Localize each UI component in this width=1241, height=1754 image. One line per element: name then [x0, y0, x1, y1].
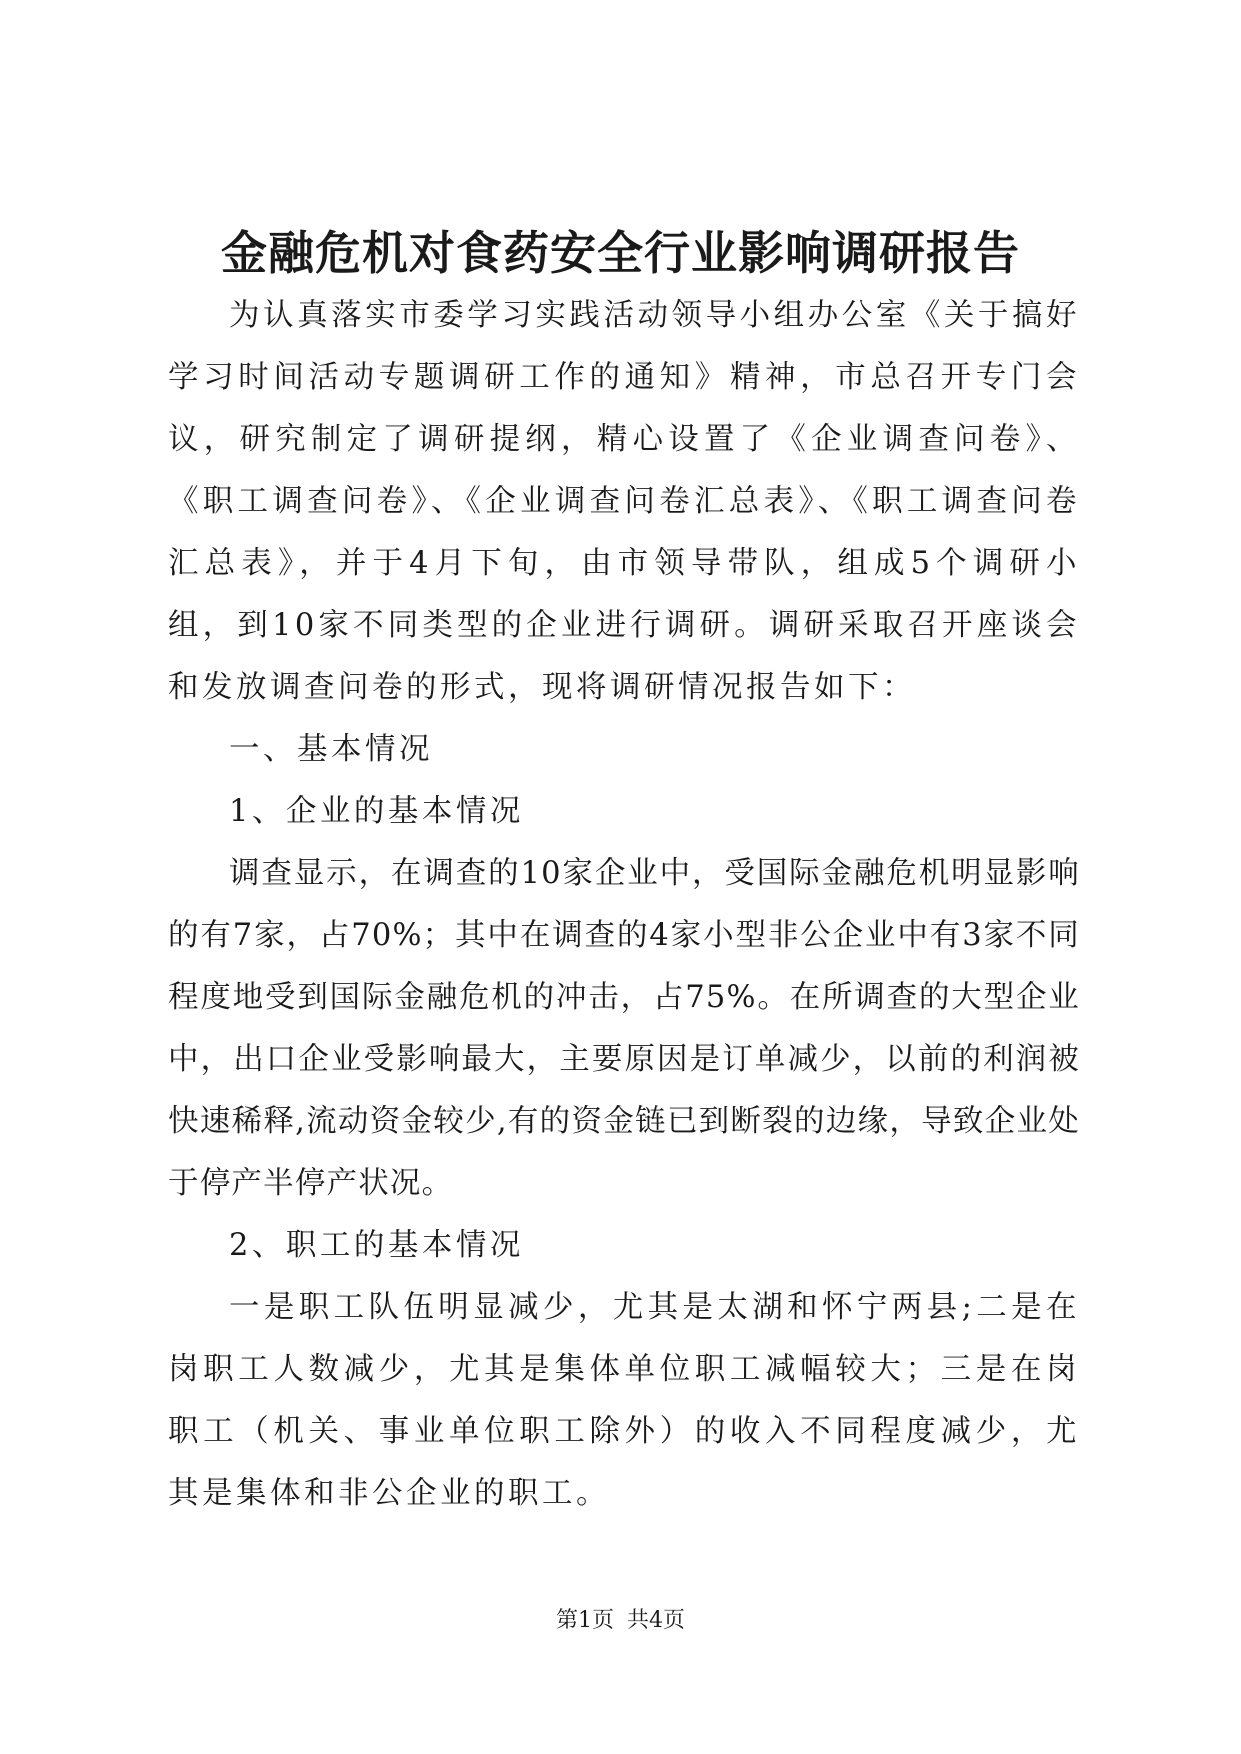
subsection-heading-workers: 2、职工的基本情况	[229, 1228, 524, 1263]
document-title: 金融危机对食药安全行业影响调研报告	[221, 226, 1020, 280]
page-number-footer: 第1页 共4页	[556, 1608, 685, 1633]
section-heading-basic-situation: 一、基本情况	[229, 732, 433, 767]
paragraph-intro: 为认真落实市委学习实践活动领导小组办公室《关于搞好学习时间活动专题调研工作的通知》精神，市总召开专门会议，研究制定了调研提纲，精心设置了《企业调查问卷》、《职工调查问卷》、《企业调查问卷汇总表》、《职工调查问卷汇总表》，并于4月下旬，由市领导带队，组成5个调研小组，到10家不同类型的企业进行调研。调研采取召开座谈会和发放调查问卷的形式，现将调研情况报告如下：	[168, 298, 1080, 705]
document-body	[168, 285, 1080, 1525]
paragraph-enterprise-situation: 调查显示，在调查的10家企业中，受国际金融危机明显影响的有7家，占70%；其中在调查的4家小型非公企业中有3家不同程度地受到国际金融危机的冲击，占75%。在所调查的大型企业中，出口企业受影响最大，主要原因是订单减少，以前的利润被快速稀释,流动资金较少,有的资金链已到断裂的边缘，导致企业处于停产半停产状况。	[168, 856, 1080, 1201]
subsection-heading-enterprise: 1、企业的基本情况	[229, 794, 524, 829]
paragraph-workers-situation: 一是职工队伍明显减少，尤其是太湖和怀宁两县;二是在岗职工人数减少，尤其是集体单位职工减幅较大；三是在岗职工（机关、事业单位职工除外）的收入不同程度减少，尤其是集体和非公企业的职工。	[168, 1290, 1080, 1511]
